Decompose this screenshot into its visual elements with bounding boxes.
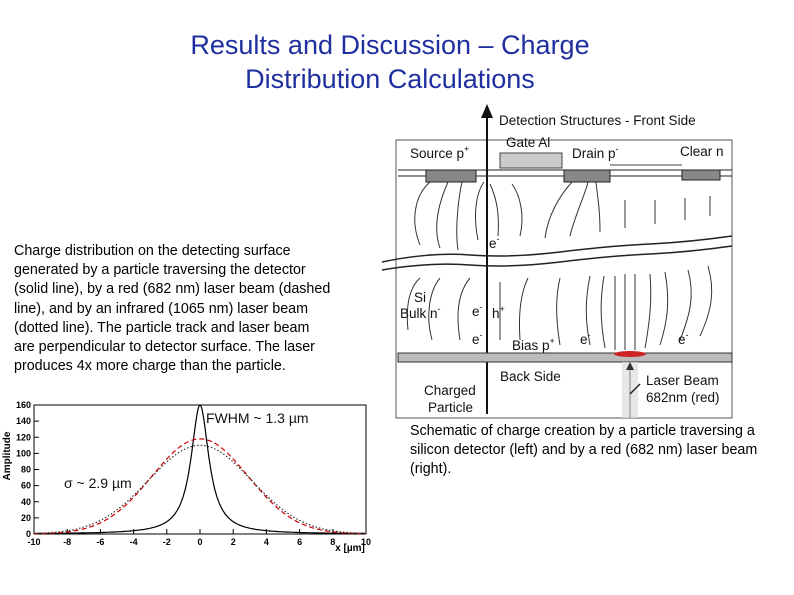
- bulk-label: Bulk n-: [400, 304, 441, 321]
- plot-frame: [34, 405, 366, 534]
- electron-label-top: e-: [489, 234, 500, 251]
- x-tick-label: 2: [230, 537, 236, 547]
- fwhm-annotation: FWHM ~ 1.3 µm: [206, 410, 309, 426]
- si-label: Si: [414, 290, 427, 305]
- break-line-1: [382, 236, 732, 262]
- title-line-2: Distribution Calculations: [245, 64, 535, 94]
- bias-label: Bias p+: [512, 336, 555, 353]
- laser-label-1: Laser Beam: [646, 373, 719, 388]
- y-tick-label: 20: [20, 512, 31, 523]
- field-lines-bottom: [407, 266, 711, 350]
- y-tick-label: 100: [15, 448, 31, 459]
- electron-label-right2: e-: [678, 330, 689, 347]
- sigma-annotation: σ ~ 2.9 µm: [64, 475, 132, 491]
- x-tick-label: -2: [162, 537, 171, 547]
- y-axis-label: Amplitude: [2, 431, 13, 481]
- charge-distribution-chart: [0, 398, 380, 568]
- x-tick-label: -4: [129, 537, 138, 547]
- source-implant: [426, 170, 476, 182]
- back-side-label: Back Side: [500, 369, 561, 384]
- source-label: Source p+: [410, 144, 470, 161]
- left-caption: Charge distribution on the detecting surface generated by a particle traversing the detector (solid line), by a red (682 nm) laser beam (dashed line), and by an infrared (1065 nm) laser beam (dotted line). The particle track and laser beam are perpendicular to detector surface. The laser produces 4x more charge than the particle.: [14, 243, 331, 375]
- y-tick-label: 160: [15, 400, 31, 410]
- laser-label-2: 682nm (red): [646, 390, 720, 405]
- x-tick-label: 4: [263, 537, 269, 547]
- series-line-solid: [34, 405, 366, 534]
- electron-label-low: e-: [472, 330, 483, 347]
- electron-label-mid: e-: [472, 302, 483, 319]
- laser-beam: [622, 362, 640, 418]
- y-tick-label: 120: [15, 432, 31, 443]
- slide-title: [100, 28, 680, 96]
- x-tick-label: 6: [297, 537, 303, 547]
- right-caption: Schematic of charge creation by a particle traversing a silicon detector (left) and by a red (682 nm) laser beam (right).: [410, 423, 758, 478]
- drain-label: Drain p-: [572, 144, 619, 161]
- charged-label: Charged: [424, 383, 476, 398]
- drain-implant: [564, 170, 610, 182]
- x-tick-label: -8: [63, 537, 72, 547]
- clear-label: Clear n: [680, 144, 724, 159]
- y-tick-label: 140: [15, 416, 31, 427]
- x-tick-label: 8: [330, 537, 336, 547]
- y-tick-label: 80: [20, 464, 31, 475]
- y-tick-label: 60: [20, 480, 31, 491]
- particle-label: Particle: [428, 400, 474, 415]
- y-tick-label: 40: [20, 496, 31, 507]
- field-lines-top: [415, 182, 710, 250]
- electron-label-right1: e-: [580, 330, 591, 347]
- hole-label: h+: [492, 304, 505, 321]
- gate-al: [500, 153, 562, 168]
- x-axis-label: x [µm]: [335, 543, 365, 554]
- title-line-1: Results and Discussion – Charge: [190, 30, 590, 60]
- break-line-2: [382, 246, 732, 270]
- x-tick-label: 10: [360, 537, 372, 547]
- gate-label: Gate Al: [506, 135, 551, 150]
- x-tick-label: -10: [27, 537, 41, 547]
- clear-implant: [682, 170, 720, 180]
- front-side-title: Detection Structures - Front Side: [499, 113, 696, 128]
- axis-arrowhead: [481, 104, 493, 118]
- back-side-layer: [398, 353, 732, 362]
- y-tick-label: 0: [25, 529, 31, 539]
- x-tick-label: 0: [197, 537, 203, 547]
- x-tick-label: -6: [96, 537, 105, 547]
- detector-schematic: [378, 104, 738, 420]
- laser-spot: [614, 351, 646, 357]
